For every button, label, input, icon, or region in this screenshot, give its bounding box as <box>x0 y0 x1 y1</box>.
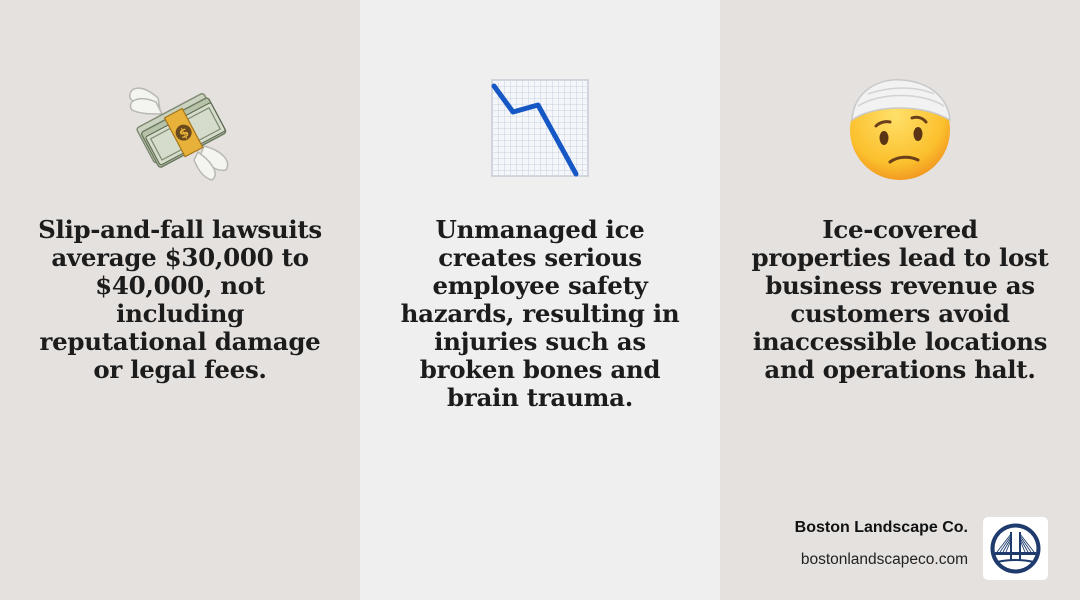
panel-text: Slip-and-fall lawsuits average $30,000 to $40,000, not including reputational damage or legal fees. <box>38 215 322 384</box>
panel-lawsuits <box>0 0 360 600</box>
face-with-head-bandage-icon <box>840 68 960 188</box>
panel-revenue <box>720 0 1080 600</box>
brand-logo <box>983 517 1048 580</box>
panel-text: Unmanaged ice creates serious employee safety hazards, resulting in injuries such as broken bones and brain trauma. <box>400 215 680 412</box>
brand-url[interactable]: bostonlandscapeco.com <box>800 551 968 568</box>
panel-text: Ice-covered properties lead to lost business revenue as customers avoid inaccessible locations and operations halt. <box>751 215 1049 384</box>
bridge-logo-icon <box>989 522 1042 575</box>
svg-text:$: $ <box>176 125 192 143</box>
panel-safety <box>360 0 720 600</box>
chart-decreasing-icon <box>480 68 600 188</box>
brand-name: Boston Landscape Co. <box>794 519 968 536</box>
money-with-wings-icon <box>120 68 240 188</box>
